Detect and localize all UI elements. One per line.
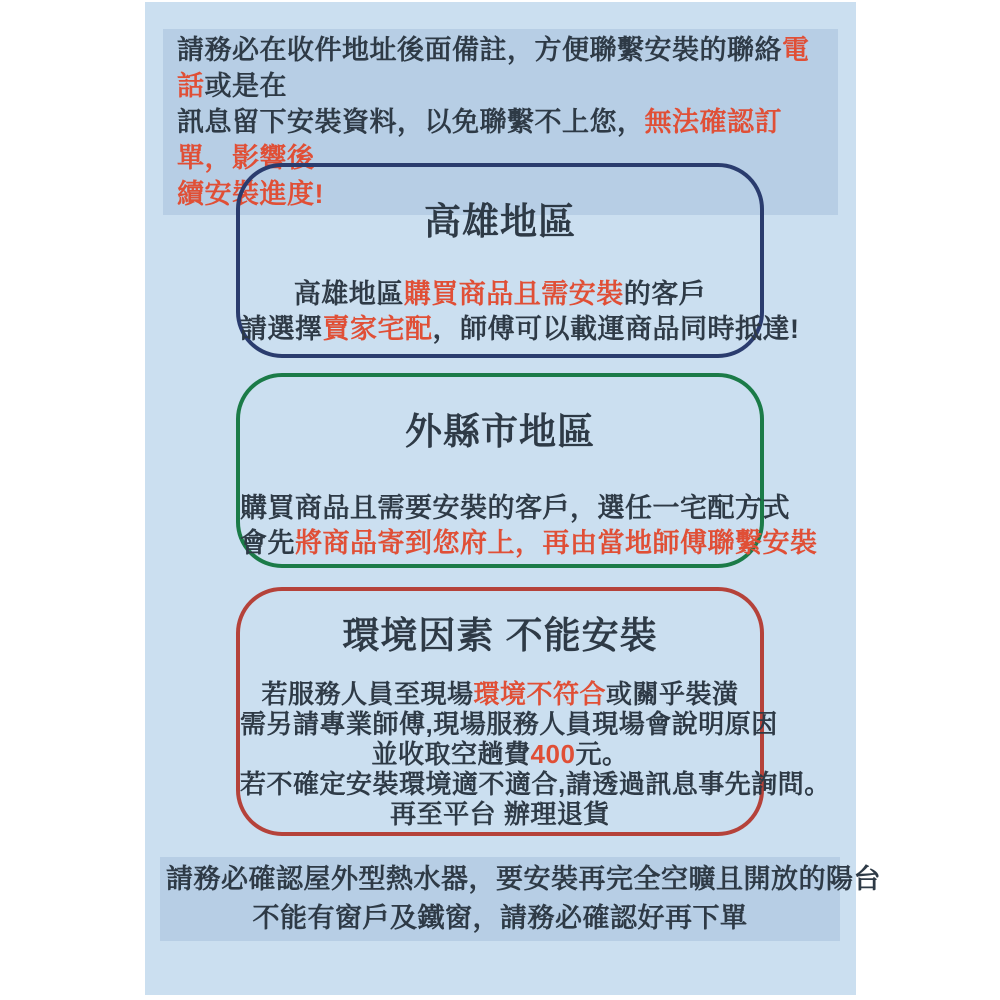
body-text: 並收取空趟費 — [371, 739, 531, 769]
bottom-note-line — [166, 899, 834, 938]
environment-cannot-install-box-line — [240, 739, 760, 769]
kaohsiung-area-box-body — [240, 277, 800, 347]
highlighted-text: 將商品寄到您府上，再由當地師傅聯繫安裝 — [295, 528, 818, 558]
other-counties-box — [236, 373, 818, 568]
body-text: 元。 — [575, 739, 629, 769]
body-text: 或是在 — [204, 71, 287, 101]
highlighted-text: 電話 — [177, 35, 810, 101]
kaohsiung-area-box-line — [240, 312, 800, 347]
body-text: 購買商品且需要安裝的客戶，選任一宅配方式 — [240, 493, 790, 523]
kaohsiung-area-box-title: 高雄地區 — [424, 201, 576, 242]
body-text: 請選擇 — [240, 314, 323, 344]
body-text: 請務必確認屋外型熱水器，要安裝再完全空曠且開放的陽台 — [166, 864, 881, 894]
environment-cannot-install-box-line — [240, 769, 831, 799]
highlighted-text: 環境不符合 — [473, 679, 606, 709]
body-text: ，師傅可以載運商品同時抵達! — [432, 314, 800, 344]
outdoor-water-heater-notice — [160, 857, 881, 941]
body-text: 不能有窗戶及鐵窗，請務必確認好再下單 — [252, 903, 748, 933]
body-text: 再至平台 辦理退貨 — [390, 799, 610, 829]
environment-cannot-install-box — [236, 587, 831, 836]
body-text: 的客戶 — [623, 279, 707, 309]
other-counties-box-title: 外縣市地區 — [405, 411, 595, 452]
environment-cannot-install-box-line — [240, 799, 760, 829]
highlighted-text: 購買商品且需安裝 — [403, 279, 624, 309]
body-text: 或關乎裝潢 — [606, 679, 739, 709]
body-text: 會先 — [240, 528, 295, 558]
environment-cannot-install-box-body — [240, 679, 831, 829]
environment-cannot-install-box-line — [240, 679, 760, 709]
body-text: 高雄地區 — [293, 279, 404, 309]
highlighted-text: 400 — [530, 739, 576, 769]
kaohsiung-area-box — [236, 163, 800, 358]
bottom-note-line — [166, 860, 881, 899]
highlighted-text: 無法確認訂單，影響後 — [177, 107, 782, 173]
other-counties-box-body — [240, 491, 818, 561]
environment-cannot-install-box-title: 環境因素 不能安裝 — [342, 615, 658, 656]
highlighted-text: 賣家宅配 — [322, 314, 433, 344]
kaohsiung-area-box-line — [240, 277, 760, 312]
body-text: 若不確定安裝環境適不適合,請透過訊息事先詢問。 — [240, 769, 831, 799]
other-counties-box-line — [240, 491, 790, 526]
body-text: 若服務人員至現場 — [261, 679, 474, 709]
body-text: 請務必在收件地址後面備註，方便聯繫安裝的聯絡 — [177, 35, 782, 65]
body-text: 需另請專業師傅,現場服務人員現場會說明原因 — [240, 709, 778, 739]
body-text: 訊息留下安裝資料，以免聯繫不上您， — [177, 107, 645, 137]
top-note-line — [177, 32, 826, 104]
highlighted-text: 續安裝進度! — [177, 179, 324, 209]
environment-cannot-install-box-line — [240, 709, 778, 739]
other-counties-box-line — [240, 526, 818, 561]
